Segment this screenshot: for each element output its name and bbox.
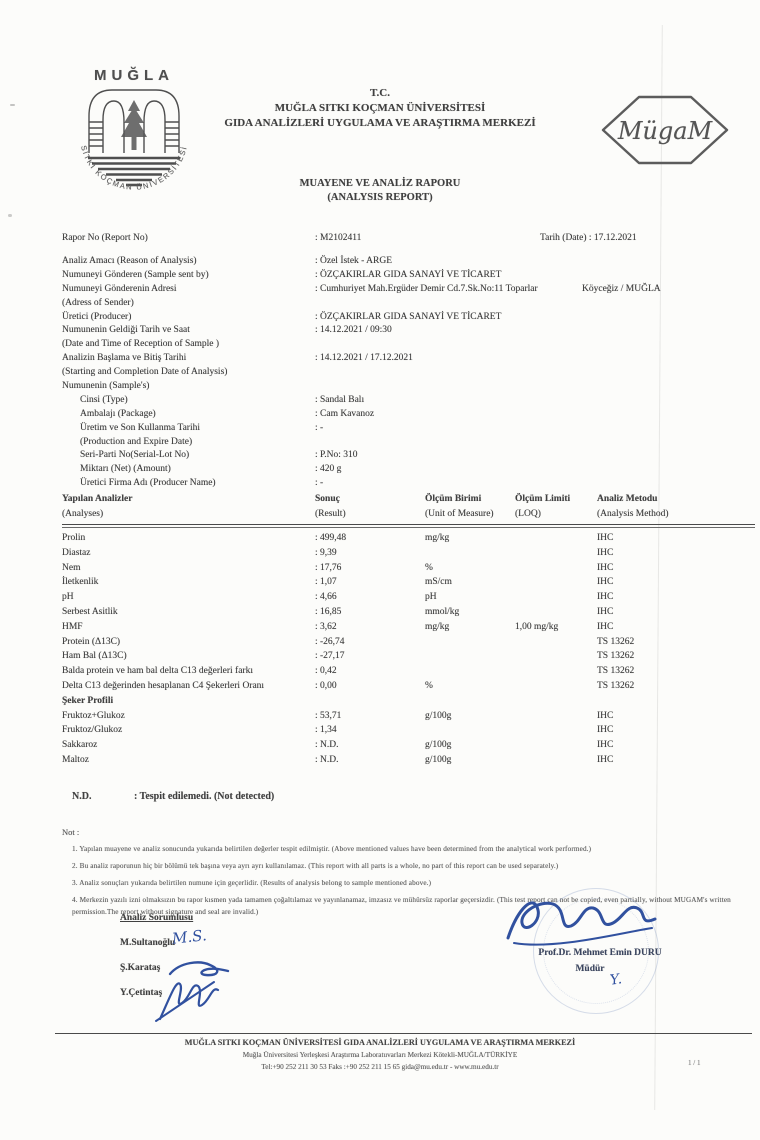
note-item: 1. Yapılan muayene ve analiz sonucunda yukarıda belirtilen değerler tespit edilmiştir. (Above mentioned values have been determined from the analytical work performed.)	[72, 845, 592, 853]
analysis-name: Diastaz	[62, 547, 91, 558]
analysis-method: IHC	[597, 592, 614, 603]
analysis-unit: mS/cm	[425, 577, 452, 588]
info-row	[62, 450, 755, 464]
table-header	[62, 494, 755, 522]
analysis-result: : 4,66	[315, 592, 337, 603]
analysis-unit: %	[425, 562, 433, 573]
info-row	[62, 423, 755, 437]
field-value: : ÖZÇAKIRLAR GIDA SANAYİ VE TİCARET	[315, 311, 502, 322]
analysis-result: : 3,62	[315, 621, 337, 632]
analysis-method: IHC	[597, 577, 614, 588]
field-label: (Date and Time of Reception of Sample )	[62, 339, 219, 350]
analysis-result: : 1,34	[315, 725, 337, 736]
signer-name: Ş.Karataş	[120, 963, 161, 973]
table-row	[62, 666, 755, 681]
analysis-method: IHC	[597, 740, 614, 751]
field-label: Analiz Amacı (Reason of Analysis)	[62, 256, 197, 266]
analysis-result: : -27,17	[315, 651, 345, 662]
mugam-hexagon-icon	[594, 85, 736, 175]
analysis-unit: mg/kg	[425, 533, 450, 543]
analysis-unit: %	[425, 680, 433, 691]
analysis-method: TS 13262	[597, 666, 635, 677]
analysis-method: IHC	[597, 533, 614, 543]
field-label: Analizin Başlama ve Bitiş Tarihi	[62, 353, 187, 364]
table-row	[62, 548, 755, 563]
table-row	[62, 622, 755, 637]
analysis-name: Sakkaroz	[62, 740, 98, 751]
analysis-name: Fruktoz+Glukoz	[62, 710, 125, 721]
field-value: : Özel İstek - ARGE	[315, 256, 393, 266]
scan-speck	[10, 104, 15, 106]
col-loq-en: (LOQ)	[515, 508, 541, 519]
table-row	[62, 651, 755, 666]
field-value: : Cumhuriyet Mah.Ergüder Demir Cd.7.Sk.No:11 Toparlar	[315, 283, 538, 294]
analysis-unit: g/100g	[425, 754, 452, 765]
table-row	[62, 563, 755, 578]
field-label: Üretici Firma Adı (Producer Name)	[80, 478, 216, 489]
analysis-name: Maltoz	[62, 754, 89, 765]
analysis-name: Protein (Δ13C)	[62, 636, 121, 647]
field-label: Numunenin (Sample's)	[62, 381, 150, 392]
analysis-unit: g/100g	[425, 740, 452, 751]
signature-scribble	[152, 975, 224, 1025]
analysis-result: : 17,76	[315, 562, 342, 573]
report-no-label: Rapor No (Report No)	[62, 233, 148, 243]
analysis-result: : 499,48	[315, 533, 347, 543]
analysis-method: IHC	[597, 562, 614, 573]
field-value: : Sandal Balı	[315, 394, 365, 405]
footer-divider	[55, 1033, 752, 1034]
analysis-name: Ham Bal (Δ13C)	[62, 651, 127, 662]
info-row	[62, 325, 755, 339]
report-title-tr: MUAYENE VE ANALİZ RAPORU	[299, 178, 461, 189]
info-row	[62, 464, 755, 478]
analysis-method: IHC	[597, 621, 614, 632]
col-unit: Ölçüm Birimi	[425, 494, 482, 504]
analysis-result: : 53,71	[315, 710, 342, 721]
analysis-result: : 0,42	[315, 666, 337, 677]
table-row	[62, 725, 755, 740]
analysis-unit: mg/kg	[425, 621, 450, 632]
col-result: Sonuç	[315, 494, 340, 504]
table-section-row	[62, 696, 755, 711]
field-value: : -	[315, 478, 324, 489]
table-header-row-en	[62, 509, 755, 524]
field-label: Numuneyi Gönderenin Adresi	[62, 283, 177, 294]
analysis-result: : N.D.	[315, 740, 339, 751]
col-analyses-en: (Analyses)	[62, 508, 104, 519]
analysis-name: pH	[62, 592, 74, 603]
field-label: Numunenin Geldiği Tarih ve Saat	[62, 325, 190, 336]
field-label: (Starting and Completion Date of Analysis)	[62, 367, 228, 378]
analysis-name: HMF	[62, 621, 83, 632]
field-label: Numuneyi Gönderen (Sample sent by)	[62, 269, 209, 280]
analysis-result: : 1,07	[315, 577, 337, 588]
report-no-value: : M2102411	[315, 233, 362, 243]
analysis-method: IHC	[597, 710, 614, 721]
analysis-result: : -26,74	[315, 636, 345, 647]
analysis-method: IHC	[597, 547, 614, 558]
analysis-result: : 16,85	[315, 606, 342, 617]
analysis-result: : N.D.	[315, 754, 339, 765]
col-result-en: (Result)	[315, 508, 346, 519]
info-row	[62, 395, 755, 409]
note-item: 2. Bu analiz raporunun hiç bir bölümü tek başına veya ayrı ayrı kullanılamaz. (This report with all parts is a whole, no part of this report can be used separately.)	[72, 862, 559, 871]
field-label: (Production and Expire Date)	[80, 436, 193, 447]
analysis-name: Fruktoz/Glukoz	[62, 725, 123, 736]
info-row	[62, 339, 755, 353]
col-method: Analiz Metodu	[597, 494, 658, 504]
analysis-unit: g/100g	[425, 710, 452, 721]
analysis-unit: pH	[425, 592, 437, 603]
field-label: Ambalajı (Package)	[80, 408, 156, 419]
info-row	[62, 478, 755, 492]
table-header-rule	[62, 524, 755, 528]
analysis-responsible-title: Analiz Sorumlusu	[120, 913, 194, 923]
analysis-method: IHC	[597, 606, 614, 617]
table-row	[62, 607, 755, 622]
analysis-name: Delta C13 değerinden hesaplanan C4 Şekerleri Oranı	[62, 680, 265, 691]
footer-contact: Tel:+90 252 211 30 53 Faks :+90 252 211 15 65 gida@mu.edu.tr - www.mu.edu.tr	[261, 1063, 499, 1071]
field-label: Miktarı (Net) (Amount)	[80, 464, 171, 475]
field-label: Üretim ve Son Kullanma Tarihi	[80, 422, 200, 433]
analysis-name: İletkenlik	[62, 577, 99, 588]
info-row	[62, 353, 755, 367]
field-value: : -	[315, 422, 324, 433]
sample-info-section	[62, 256, 755, 492]
footer-address: Muğla Üniversitesi Yerleşkesi Araştırma Laboratuvarları Merkezi Kötekli-MUĞLA/TÜRKİYE	[242, 1051, 518, 1059]
analysis-method: TS 13262	[597, 636, 635, 647]
field-value-city: Köyceğiz / MUĞLA	[582, 283, 661, 294]
seal-top-text: MUĞLA	[94, 67, 174, 84]
report-title	[160, 177, 600, 205]
table-row	[62, 740, 755, 755]
info-row	[62, 284, 755, 298]
analysis-name: Serbest Asitlik	[62, 606, 118, 617]
letterhead-center: GIDA ANALİZLERİ UYGULAMA VE ARAŞTIRMA MERKEZİ	[224, 117, 536, 129]
analysis-method: IHC	[597, 725, 614, 736]
signature-initials: M.S.	[171, 926, 208, 948]
analysis-unit: mmol/kg	[425, 606, 460, 617]
table-row	[62, 592, 755, 607]
analysis-name: Nem	[62, 562, 81, 573]
seal-circle-text: SITKI KOÇMAN ÜNİVERSİTESİ	[79, 144, 189, 192]
letterhead-university: MUĞLA SITKI KOÇMAN ÜNİVERSİTESİ	[274, 102, 486, 114]
analysis-table	[62, 494, 755, 770]
footer-center-name: MUĞLA SITKI KOÇMAN ÜNİVERSİTESİ GIDA ANALİZLERİ UYGULAMA VE ARAŞTIRMA MERKEZİ	[184, 1038, 576, 1047]
table-row	[62, 637, 755, 652]
info-row	[62, 409, 755, 423]
report-meta-row	[62, 233, 755, 247]
analysis-loq: 1,00 mg/kg	[515, 621, 559, 632]
nd-term: N.D.	[72, 791, 92, 802]
seal-tree-icon	[121, 100, 147, 150]
info-row	[62, 367, 755, 381]
analysis-method: IHC	[597, 754, 614, 765]
note-item: 3. Analiz sonuçları yukarıda belirtilen numune için geçerlidir. (Results of analysis belong to sample mentioned above.)	[72, 879, 432, 888]
notes-label: Not :	[62, 827, 80, 837]
field-label: Cinsi (Type)	[80, 394, 128, 405]
signer-name: Y.Çetintaş	[120, 988, 163, 998]
col-method-en: (Analysis Method)	[597, 508, 669, 519]
field-value: : 14.12.2021 / 09:30	[315, 325, 392, 336]
table-row	[62, 755, 755, 770]
analysis-result: : 9,39	[315, 547, 337, 558]
col-analyses: Yapılan Analizler	[62, 494, 133, 504]
field-label: (Adress of Sender)	[62, 297, 134, 308]
analysis-result: : 0,00	[315, 680, 337, 691]
table-row	[62, 681, 755, 696]
director-signature	[500, 888, 665, 950]
field-value: : P.No: 310	[315, 450, 358, 461]
info-row	[62, 270, 755, 284]
note-item: 4. Merkezin yazılı izni olmaksızın bu rapor kısmen yada tamamen çoğaltılamaz ve yayınlanamaz, imzasız ve mühürsüz raporlar geçersizdir. (This test report can not be copied, even partially, without MUGAM's written permission.The report without signature and seal are invalid.)	[72, 896, 731, 916]
info-row	[62, 312, 755, 326]
field-label: Seri-Parti No(Serial-Lot No)	[80, 450, 190, 461]
director-title: Müdür	[575, 964, 605, 974]
director-initial-mark: Y.	[608, 971, 623, 989]
analysis-method: TS 13262	[597, 680, 635, 691]
scan-speck	[8, 214, 12, 217]
letterhead-tc: T.C.	[370, 87, 390, 99]
field-value: : Cam Kavanoz	[315, 408, 375, 419]
table-header-row-tr	[62, 494, 755, 509]
mugam-logo	[594, 85, 736, 175]
table-row	[62, 533, 755, 548]
analysis-method: TS 13262	[597, 651, 635, 662]
table-row	[62, 711, 755, 726]
info-row	[62, 381, 755, 395]
nd-definition	[72, 791, 274, 802]
letterhead	[160, 86, 600, 131]
analysis-name: Prolin	[62, 533, 86, 543]
mugam-logo-text: MügaM	[617, 117, 713, 145]
section-title: Şeker Profili	[62, 695, 114, 706]
field-label: Üretici (Producer)	[62, 311, 132, 322]
field-value: : ÖZÇAKIRLAR GIDA SANAYİ VE TİCARET	[315, 269, 502, 280]
table-row	[62, 577, 755, 592]
field-value: : 420 g	[315, 464, 342, 475]
col-loq: Ölçüm Limiti	[515, 494, 571, 504]
director-name: Prof.Dr. Mehmet Emin DURU	[538, 948, 662, 958]
report-title-en: (ANALYSIS REPORT)	[327, 192, 433, 203]
page-number: 1 / 1	[688, 1059, 701, 1067]
field-value: : 14.12.2021 / 17.12.2021	[315, 353, 413, 364]
info-row	[62, 298, 755, 312]
nd-meaning: : Tespit edilemedi. (Not detected)	[133, 791, 275, 802]
info-row	[62, 437, 755, 451]
analysis-name: Balda protein ve ham bal delta C13 değerleri farkı	[62, 666, 253, 677]
report-date: Tarih (Date) : 17.12.2021	[540, 233, 637, 243]
col-unit-en: (Unit of Measure)	[425, 508, 494, 519]
info-row	[62, 256, 755, 270]
signer-name: M.Sultanoğlu	[120, 938, 176, 948]
